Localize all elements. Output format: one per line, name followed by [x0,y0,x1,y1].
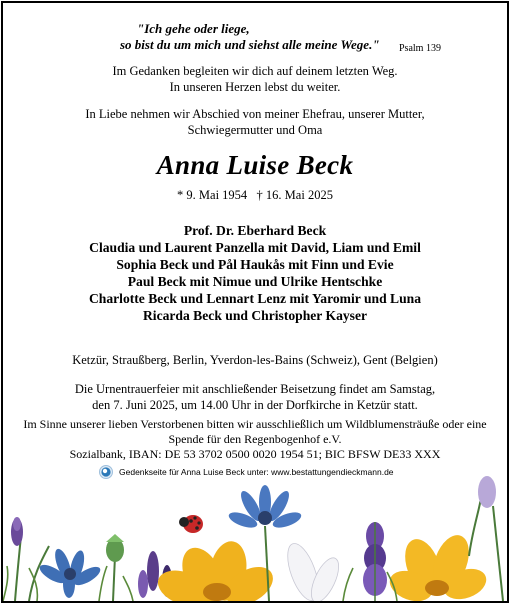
family-member-3: Sophia Beck und Pål Haukås mit Finn und Evie [116,257,394,272]
quote-line-1: "Ich gehe oder liege, [137,21,250,36]
donation-line-1: Im Sinne unserer lieben Verstorbenen bitten wir ausschließlich um Wildblumensträuße oder eine [23,417,487,431]
donation-line-3: Sozialbank, IBAN: DE 53 3702 0500 0020 1954 51; BIC BFSW DE33 XXX [69,447,441,461]
life-dates: * 9. Mai 1954 † 16. Mai 2025 [177,188,333,202]
family-member-6: Ricarda Beck und Christopher Kayser [142,308,368,323]
places: Ketzür, Straußberg, Berlin, Yverdon-les-Bains (Schweiz), Gent (Belgien) [72,353,438,367]
memorial-link-text: Gedenkseite für Anna Luise Beck unter: www.bestattungendieckmann.de [119,467,394,477]
quote-source: Psalm 139 [399,43,441,54]
donation-line-2: Spende für den Regenbogenhof e.V. [168,432,342,446]
quote-line-2: so bist du um mich und siehst alle meine Wege." [120,37,380,52]
family-member-4: Paul Beck mit Nimue und Ulrike Hentschke [127,274,383,289]
farewell-line-1: In Liebe nehmen wir Abschied von meiner Ehefrau, unserer Mutter, [85,107,425,121]
farewell-line-2: Schwiegermutter und Oma [187,123,323,137]
family-member-2: Claudia und Laurent Panzella mit David, Liam und Emil [89,240,421,255]
ceremony-line-1: Die Urnentrauerfeier mit anschließender Beisetzung findet am Samstag, [74,382,436,396]
ceremony-line-2: den 7. Juni 2025, um 14.00 Uhr in der Dorfkirche in Ketzür statt. [92,398,418,412]
intro-line-1: Im Gedanken begleiten wir dich auf deinem letzten Weg. [112,64,398,78]
obituary-card [1,1,509,603]
wildflower-border-illustration [3,476,507,601]
family-member-1: Prof. Dr. Eberhard Beck [183,223,327,238]
family-member-5: Charlotte Beck und Lennart Lenz mit Yaromir und Luna [88,291,422,306]
intro-line-2: In unseren Herzen lebst du weiter. [169,80,341,94]
deceased-name: Anna Luise Beck [156,150,354,180]
